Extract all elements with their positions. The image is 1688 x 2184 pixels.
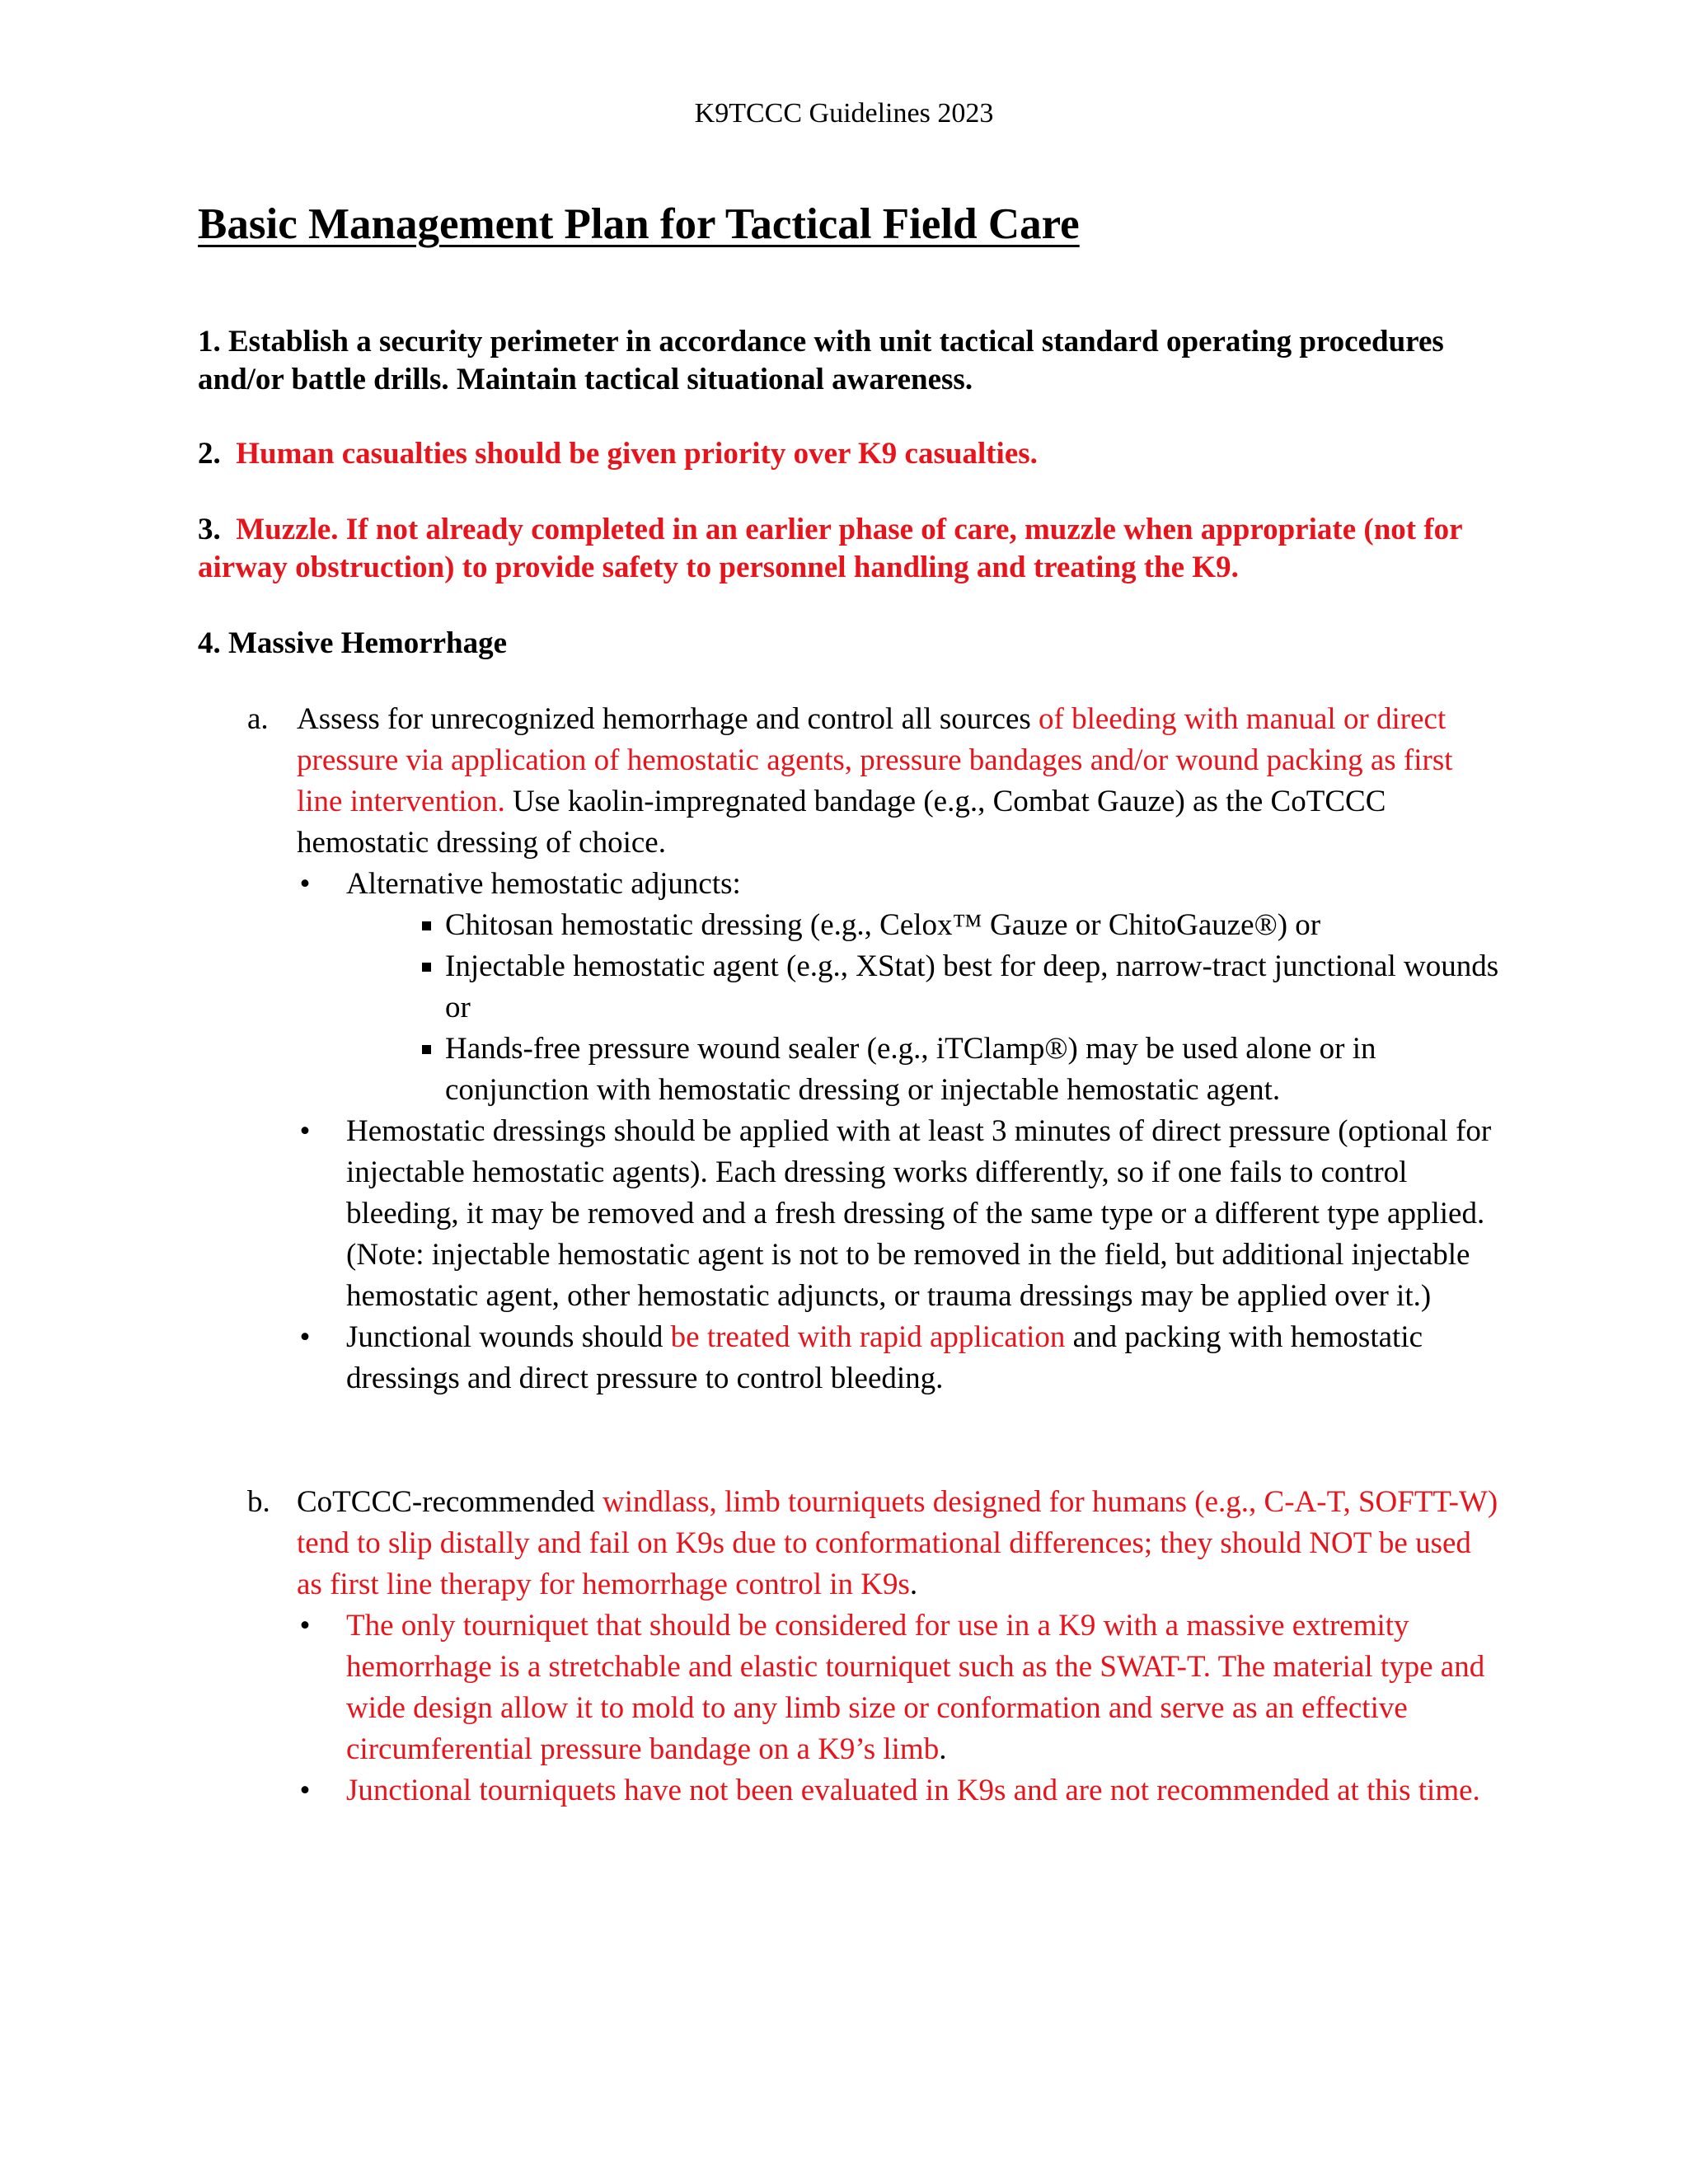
section-3-text: Muzzle. If not already completed in an earlier phase of care, muzzle when appropriate (not for airway obstruction) to provide safety to personnel handling and treating the K9. — [198, 513, 1462, 584]
item-a-subbullet-1-text: Chitosan hemostatic dressing (e.g., Celox™ Gauze or ChitoGauze®) or — [445, 908, 1321, 942]
section-3-number: 3. — [198, 513, 237, 546]
square-bullet-icon — [422, 1045, 431, 1054]
item-b-text-1: CoTCCC-recommended — [297, 1485, 603, 1519]
item-a-bullet-3-text-red: be treated with rapid application — [670, 1320, 1066, 1354]
bullet-icon: • — [299, 1114, 311, 1148]
bullet-icon: • — [299, 1774, 311, 1807]
section-1: 1. Establish a security perimeter in accordance with unit tactical standard operating procedures and/or battle drills. Maintain tactical situational awareness. — [198, 325, 1444, 396]
section-4-heading: 4. Massive Hemorrhage — [198, 626, 508, 660]
bullet-icon: • — [299, 1609, 311, 1643]
item-b-text-red: windlass, limb tourniquets designed for humans (e.g., C-A-T, SOFTT-W) tend to slip distally and fail on K9s due to conformational differences; they should NOT be used as first line therapy for hemorrhage control in K9s — [297, 1485, 1498, 1601]
item-b-bullet-1 — [247, 1605, 1500, 1770]
section-2 — [198, 435, 1484, 473]
item-a-text-1: Assess for unrecognized hemorrhage and control all sources — [297, 702, 1039, 736]
item-a-subbullet-2-text: Injectable hemostatic agent (e.g., XStat) best for deep, narrow-tract junctional wounds or — [445, 949, 1499, 1024]
section-2-number: 2. — [198, 437, 237, 471]
bullet-icon: • — [299, 867, 311, 901]
item-a-bullet-2 — [247, 1111, 1500, 1317]
running-header: K9TCCC Guidelines 2023 — [694, 98, 994, 129]
item-a-bullet-2-text: Hemostatic dressings should be applied with at least 3 minutes of direct pressure (optional for injectable hemostatic agents). Each dressing works differently, so if one fails to control bleeding, it may be removed and a fresh dressing of the same type or a different type applied. (Note: injectable hemostatic agent is not to be removed in the field, but additional injectable hemostatic agent, other hemostatic adjuncts, or trauma dressings may be applied over it.) — [346, 1114, 1492, 1313]
item-a-subbullet-1 — [247, 905, 1500, 946]
item-a-paragraph — [247, 699, 1500, 864]
item-b-bullet-2 — [247, 1770, 1500, 1811]
item-a-bullet-1-text: Alternative hemostatic adjuncts: — [346, 867, 741, 901]
item-b-text-3: . — [909, 1568, 918, 1601]
page-title: Basic Management Plan for Tactical Field Care — [198, 200, 1080, 248]
item-a-bullet-1 — [247, 864, 1500, 905]
item-a-text-3: Use kaolin-impregnated bandage (e.g., Combat Gauze) as the CoTCCC hemostatic dressing of choice. — [297, 785, 1386, 860]
item-a-text-red: of bleeding with manual or direct pressure via application of hemostatic agents, pressure bandages and/or wound packing as first line intervention. — [297, 702, 1453, 818]
section-3 — [198, 511, 1484, 587]
item-b-bullet-1-end: . — [939, 1732, 947, 1766]
item-a-marker: a. — [247, 702, 269, 736]
item-a-bullet-3 — [247, 1317, 1500, 1399]
item-a-subbullet-3 — [247, 1029, 1500, 1111]
item-b — [247, 1482, 1500, 1811]
item-b-bullet-1-text-red: The only tourniquet that should be considered for use in a K9 with a massive extremity hemorrhage is a stretchable and elastic tourniquet such as the SWAT-T. The material type and wide design allow it to mold to any limb size or conformation and serve as an effective circumferential pressure bandage on a K9’s limb — [346, 1609, 1485, 1766]
item-a-bullet-3-text-2: and packing with hemostatic dressings and direct pressure to control bleeding. — [346, 1320, 1423, 1395]
bullet-icon: • — [299, 1320, 311, 1354]
section-2-text: Human casualties should be given priority over K9 casualties. — [236, 437, 1038, 471]
square-bullet-icon — [422, 963, 431, 972]
item-b-marker: b. — [247, 1485, 270, 1519]
item-a-subbullet-3-text: Hands-free pressure wound sealer (e.g., iTClamp®) may be used alone or in conjunction with hemostatic dressing or injectable hemostatic agent. — [445, 1032, 1376, 1107]
item-a-subbullet-2 — [247, 946, 1500, 1029]
item-b-bullet-2-text-red: Junctional tourniquets have not been evaluated in K9s and are not recommended at this time. — [346, 1774, 1480, 1807]
item-b-paragraph — [247, 1482, 1500, 1605]
item-a-bullet-3-text-1: Junctional wounds should — [346, 1320, 671, 1354]
item-a — [247, 699, 1500, 1399]
square-bullet-icon — [422, 921, 431, 930]
